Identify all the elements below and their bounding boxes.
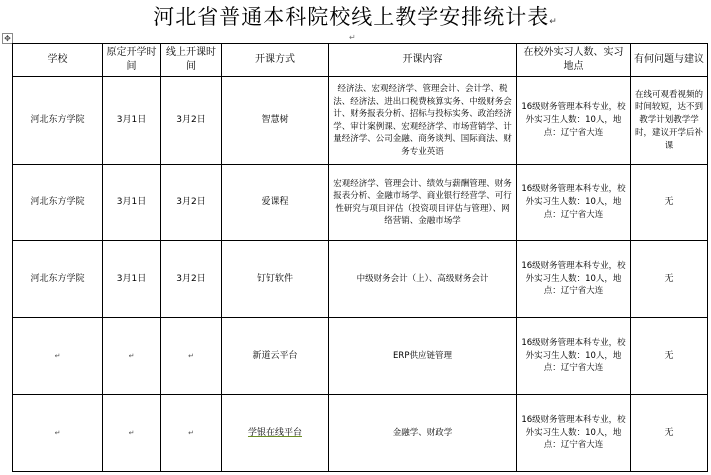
cell-school bbox=[13, 318, 103, 395]
cell-method: 新道云平台 bbox=[222, 318, 329, 395]
paragraph-mark: ↵ bbox=[349, 33, 356, 42]
header-school: 学校 bbox=[13, 44, 103, 77]
cell-school: 河北东方学院 bbox=[13, 77, 103, 165]
table-row bbox=[13, 318, 708, 395]
cell-orig-start: 3月1日 bbox=[103, 241, 161, 318]
cell-issues: 无 bbox=[631, 165, 708, 241]
title-text: 河北省普通本科院校线上教学安排统计表 bbox=[153, 5, 550, 29]
empty-cell-mark: ↵ bbox=[128, 351, 135, 360]
empty-cell-mark: ↵ bbox=[54, 351, 61, 360]
cell-online-start bbox=[161, 318, 222, 395]
empty-cell-mark: ↵ bbox=[128, 428, 135, 437]
cell-issues: 在线可观看视频的时间较短，达不到教学计划教学学时，建议开学后补课 bbox=[631, 77, 708, 165]
cell-school: 河北东方学院 bbox=[13, 241, 103, 318]
header-orig-start: 原定开学时间 bbox=[103, 44, 161, 77]
title-paragraph-mark: ↵ bbox=[549, 17, 558, 27]
table-row bbox=[13, 241, 708, 318]
cell-issues: 无 bbox=[631, 241, 708, 318]
cell-intern: 16级财务管理本科专业，校外实习生人数：10人，地点：辽宁省大连 bbox=[517, 241, 631, 318]
header-method: 开课方式 bbox=[222, 44, 329, 77]
cell-method: 智慧树 bbox=[222, 77, 329, 165]
header-row bbox=[13, 44, 708, 77]
header-issues: 有何问题与建议 bbox=[631, 44, 708, 77]
cell-school bbox=[13, 395, 103, 472]
table-row bbox=[13, 77, 708, 165]
empty-cell-mark: ↵ bbox=[188, 428, 194, 437]
method-underlined-text: 学银在线平台 bbox=[247, 427, 302, 438]
cell-issues: 无 bbox=[631, 318, 708, 395]
cell-intern: 16级财务管理本科专业，校外实习生人数：10人，地点：辽宁省大连 bbox=[517, 395, 631, 472]
table-row bbox=[13, 165, 708, 241]
cell-issues: 无 bbox=[631, 395, 708, 472]
header-online-start: 线上开课时间 bbox=[161, 44, 222, 77]
cell-orig-start: 3月1日 bbox=[103, 165, 161, 241]
page-title bbox=[0, 2, 711, 32]
empty-cell-mark: ↵ bbox=[54, 428, 61, 437]
header-intern: 在校外实习人数、实习地点 bbox=[517, 44, 631, 77]
table-move-handle-icon[interactable]: ✥ bbox=[2, 33, 13, 44]
empty-cell-mark: ↵ bbox=[188, 351, 194, 360]
cell-content: ERP供应链管理 bbox=[329, 318, 517, 395]
cell-content: 金融学、财政学 bbox=[329, 395, 517, 472]
header-content: 开课内容 bbox=[329, 44, 517, 77]
cell-online-start: 3月2日 bbox=[161, 165, 222, 241]
cell-method: 爱课程 bbox=[222, 165, 329, 241]
cell-orig-start: 3月1日 bbox=[103, 77, 161, 165]
cell-intern: 16级财务管理本科专业，校外实习生人数：10人，地点：辽宁省大连 bbox=[517, 318, 631, 395]
schedule-table bbox=[12, 43, 708, 472]
table-row bbox=[13, 395, 708, 472]
cell-content: 中级财务会计（上）、高级财务会计 bbox=[329, 241, 517, 318]
cell-online-start: 3月2日 bbox=[161, 77, 222, 165]
cell-intern: 16级财务管理本科专业，校外实习生人数：10人，地点：辽宁省大连 bbox=[517, 165, 631, 241]
cell-online-start bbox=[161, 395, 222, 472]
cell-method bbox=[222, 395, 329, 472]
cell-orig-start bbox=[103, 395, 161, 472]
cell-content: 经济法、宏观经济学、管理会计、会计学、税法、经济法、进出口税费核算实务、中级财务会计、财务报表分析、招标与投标实务、政治经济学、审计案例课、宏观经济学、市场营销学、计量经济学、公司金融、商务谈判、国际商法、财务专业英语 bbox=[329, 77, 517, 165]
cell-online-start: 3月2日 bbox=[161, 241, 222, 318]
cell-school: 河北东方学院 bbox=[13, 165, 103, 241]
cell-method: 钉钉软件 bbox=[222, 241, 329, 318]
cell-orig-start bbox=[103, 318, 161, 395]
cell-intern: 16级财务管理本科专业，校外实习生人数：10人，地点：辽宁省大连 bbox=[517, 77, 631, 165]
cell-content: 宏观经济学、管理会计、绩效与薪酬管理、财务报表分析、金融市场学、商业银行经营学、可行性研究与项目评估（投资项目评估与管理）、网络营销、金融市场学 bbox=[329, 165, 517, 241]
